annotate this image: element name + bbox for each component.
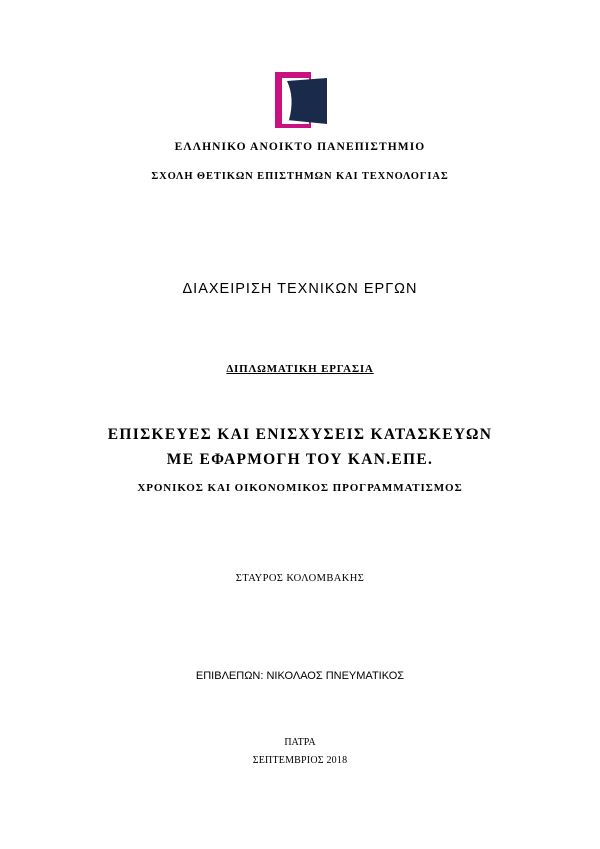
university-logo-icon [275,72,327,128]
thesis-subtitle: ΧΡΟΝΙΚΟΣ ΚΑΙ ΟΙΚΟΝΟΜΙΚΟΣ ΠΡΟΓΡΑΜΜΑΤΙΣΜΟΣ [137,482,463,494]
thesis-title-line1: ΕΠΙΣΚΕΥΕΣ ΚΑΙ ΕΝΙΣΧΥΣΕΙΣ ΚΑΤΑΣΚΕΥΩΝ [107,426,493,443]
date: ΣΕΠΤΕΜΒΡΙΟΣ 2018 [252,755,348,766]
author-name: ΣΤΑΥΡΟΣ ΚΟΛΟΜΒΑΚΗΣ [235,573,365,584]
school-name: ΣΧΟΛΗ ΘΕΤΙΚΩΝ ΕΠΙΣΤΗΜΩΝ ΚΑΙ ΤΕΧΝΟΛΟΓΙΑΣ [151,171,449,182]
university-name: ΕΛΛΗΝΙΚΟ ΑΝΟΙΚΤΟ ΠΑΝΕΠΙΣΤΗΜΙΟ [174,141,426,153]
thesis-type: ΔΙΠΛΩΜΑΤΙΚΗ ΕΡΓΑΣΙΑ [226,363,374,375]
logo-navy-cover [287,78,327,124]
city: ΠΑΤΡΑ [284,737,316,748]
supervisor-name: ΕΠΙΒΛΕΠΩΝ: ΝΙΚΟΛΑΟΣ ΠΝΕΥΜΑΤΙΚΟΣ [195,670,405,682]
thesis-title-line2: ΜΕ ΕΦΑΡΜΟΓΗ ΤΟΥ ΚΑΝ.ΕΠΕ. [166,451,434,468]
program-name: ΔΙΑΧΕΙΡΙΣΗ ΤΕΧΝΙΚΩΝ ΕΡΓΩΝ [182,281,418,297]
